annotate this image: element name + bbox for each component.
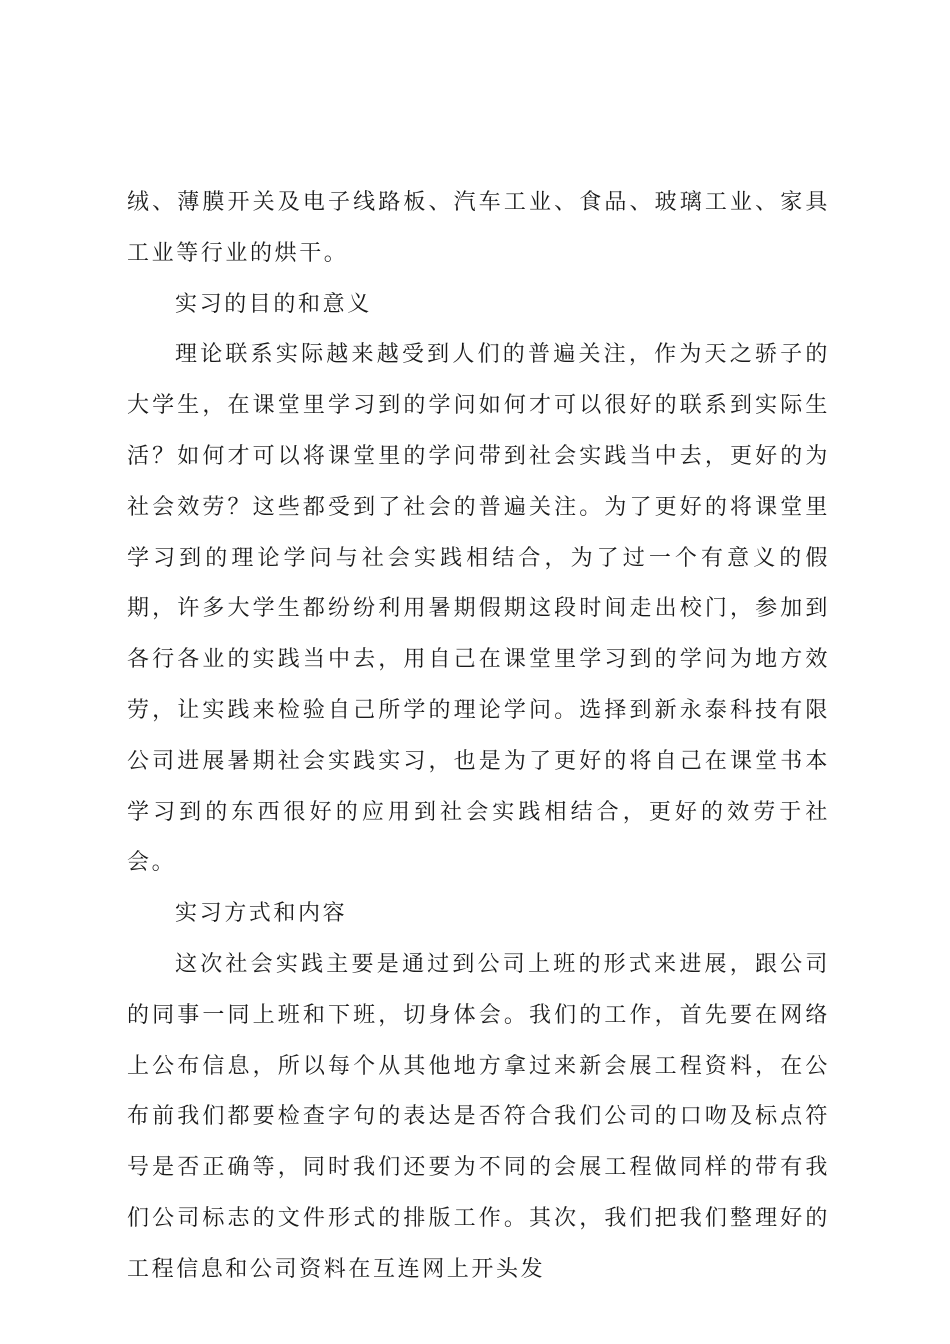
section-heading-purpose: 实习的目的和意义 [175,291,372,317]
document-body [127,178,830,1296]
paragraph-continuation: 绒、薄膜开关及电子线路板、汽车工业、食品、玻璃工业、家具工业等行业的烘干。 [127,190,830,266]
paragraph-method: 这次社会实践主要是通过到公司上班的形式来进展，跟公司的同事一同上班和下班，切身体会。我们的工作，首先要在网络上公布信息，所以每个从其他地方拿过来新会展工程资料，在公布前我们都要检查字句的表达是否符合我们公司的口吻及标点符号是否正确等，同时我们还要为不同的会展工程做同样的带有我们公司标志的文件形式的排版工作。其次，我们把我们整理好的工程信息和公司资料在互连网上开头发 [127,951,830,1282]
section-heading-method: 实习方式和内容 [175,901,348,927]
paragraph-purpose: 理论联系实际越来越受到人们的普遍关注，作为天之骄子的大学生，在课堂里学习到的学问如何才可以很好的联系到实际生活？如何才可以将课堂里的学问带到社会实践当中去，更好的为社会效劳？这些都受到了社会的普遍关注。为了更好的将课堂里学习到的理论学问与社会实践相结合，为了过一个有意义的假期，许多大学生都纷纷利用暑期假期这段时间走出校门，参加到各行各业的实践当中去，用自己在课堂里学习到的学问为地方效劳，让实践来检验自己所学的理论学问。选择到新永泰科技有限公司进展暑期社会实践实习，也是为了更好的将自己在课堂书本学习到的东西很好的应用到社会实践相结合，更好的效劳于社会。 [127,342,830,876]
